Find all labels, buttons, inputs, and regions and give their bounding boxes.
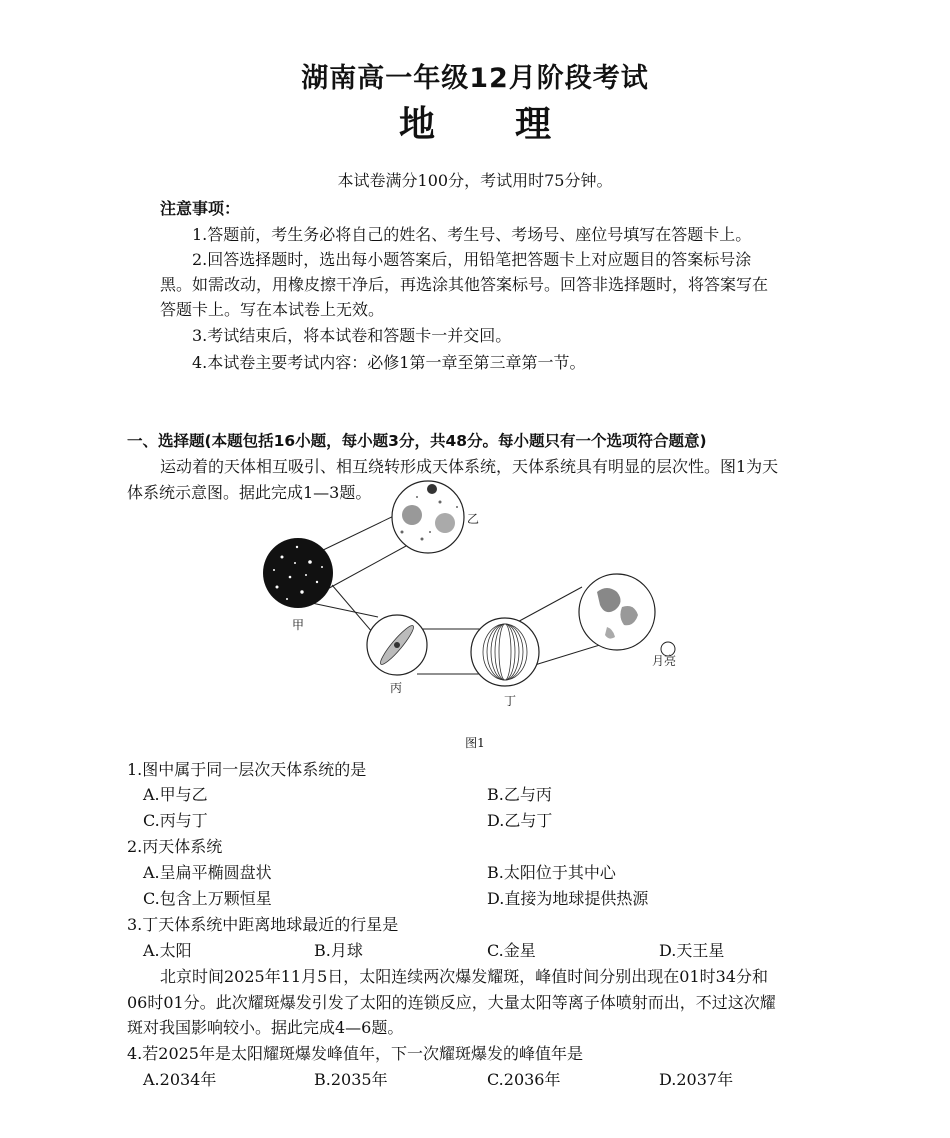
section-1-heading: 一、选择题(本题包括16小题，每小题3分，共48分。每小题只有一个选项符合题意) [127,432,707,450]
passage-1-line-1: 运动着的天体相互吸引、相互绕转形成天体系统，天体系统具有明显的层次性。图1为天 [160,457,779,476]
q1-option-b: B.乙与丙 [487,785,552,804]
q4-option-b: B.2035年 [314,1070,388,1089]
celestial-system-diagram [262,477,692,712]
earth-moon-system-circle [579,574,655,650]
q1-option-c: C.丙与丁 [143,811,208,830]
note-item-3: 3.考试结束后，将本试卷和答题卡一并交回。 [192,326,512,345]
ding-solar-system-circle [471,618,539,686]
q2-option-a: A.呈扁平椭圆盘状 [143,863,272,882]
subject-char-1: 地 [398,104,435,145]
q2-option-d: D.直接为地球提供热源 [487,889,649,908]
q2-option-c: C.包含上万颗恒星 [143,889,272,908]
notes-heading: 注意事项： [160,199,241,218]
q3-option-d: D.天王星 [659,941,725,960]
note-item-2-line-2: 黑。如需改动，用橡皮擦干净后，再选涂其他答案标号。回答非选择题时，将答案写在 [160,275,769,294]
q4-option-c: C.2036年 [487,1070,561,1089]
q3-stem: 3.丁天体系统中距离地球最近的行星是 [127,915,399,934]
label-bing: 丙 [390,681,403,695]
q3-option-b: B.月球 [314,941,363,960]
exam-intro: 本试卷满分100分，考试用时75分钟。 [337,171,613,190]
note-item-2-line-3: 答题卡上。写在本试卷上无效。 [160,300,385,319]
label-ding: 丁 [504,694,517,708]
q3-option-a: A.太阳 [143,941,192,960]
q1-option-d: D.乙与丁 [487,811,553,830]
note-item-1: 1.答题前，考生务必将自己的姓名、考生号、考场号、座位号填写在答题卡上。 [192,225,752,244]
note-item-4: 4.本试卷主要考试内容：必修1第一章至第三章第一节。 [192,353,586,372]
passage-1-line-2: 体系统示意图。据此完成1—3题。 [127,483,372,502]
passage-2-line-2: 06时01分。此次耀斑爆发引发了太阳的连锁反应，大量太阳等离子体喷射而出，不过这次耀 [127,993,776,1012]
q2-stem: 2.丙天体系统 [127,837,223,856]
jia-universe-circle [263,538,333,608]
subject-title [0,96,950,147]
passage-2-line-3: 斑对我国影响较小。据此完成4—6题。 [127,1018,404,1037]
q2-option-b: B.太阳位于其中心 [487,863,616,882]
bing-milky-way-circle [367,615,427,675]
exam-title: 湖南高一年级12月阶段考试 [301,63,649,94]
note-item-2-line-1: 2.回答选择题时，选出每小题答案后，用铅笔把答题卡上对应题目的答案标号涂 [192,250,752,269]
q3-option-c: C.金星 [487,941,536,960]
q1-option-a: A.甲与乙 [143,785,208,804]
label-yi: 乙 [467,512,480,526]
yi-galaxy-cluster-circle [392,481,464,553]
label-moon: 月亮 [652,654,677,668]
label-jia: 甲 [292,618,305,632]
q1-stem: 1.图中属于同一层次天体系统的是 [127,760,367,779]
q4-option-d: D.2037年 [659,1070,734,1089]
q4-stem: 4.若2025年是太阳耀斑爆发峰值年，下一次耀斑爆发的峰值年是 [127,1044,583,1063]
figure-caption: 图1 [465,736,485,750]
passage-2-line-1: 北京时间2025年11月5日，太阳连续两次爆发耀斑，峰值时间分别出现在01时34分和 [160,967,768,986]
q4-option-a: A.2034年 [143,1070,217,1089]
subject-char-2: 理 [515,104,552,145]
